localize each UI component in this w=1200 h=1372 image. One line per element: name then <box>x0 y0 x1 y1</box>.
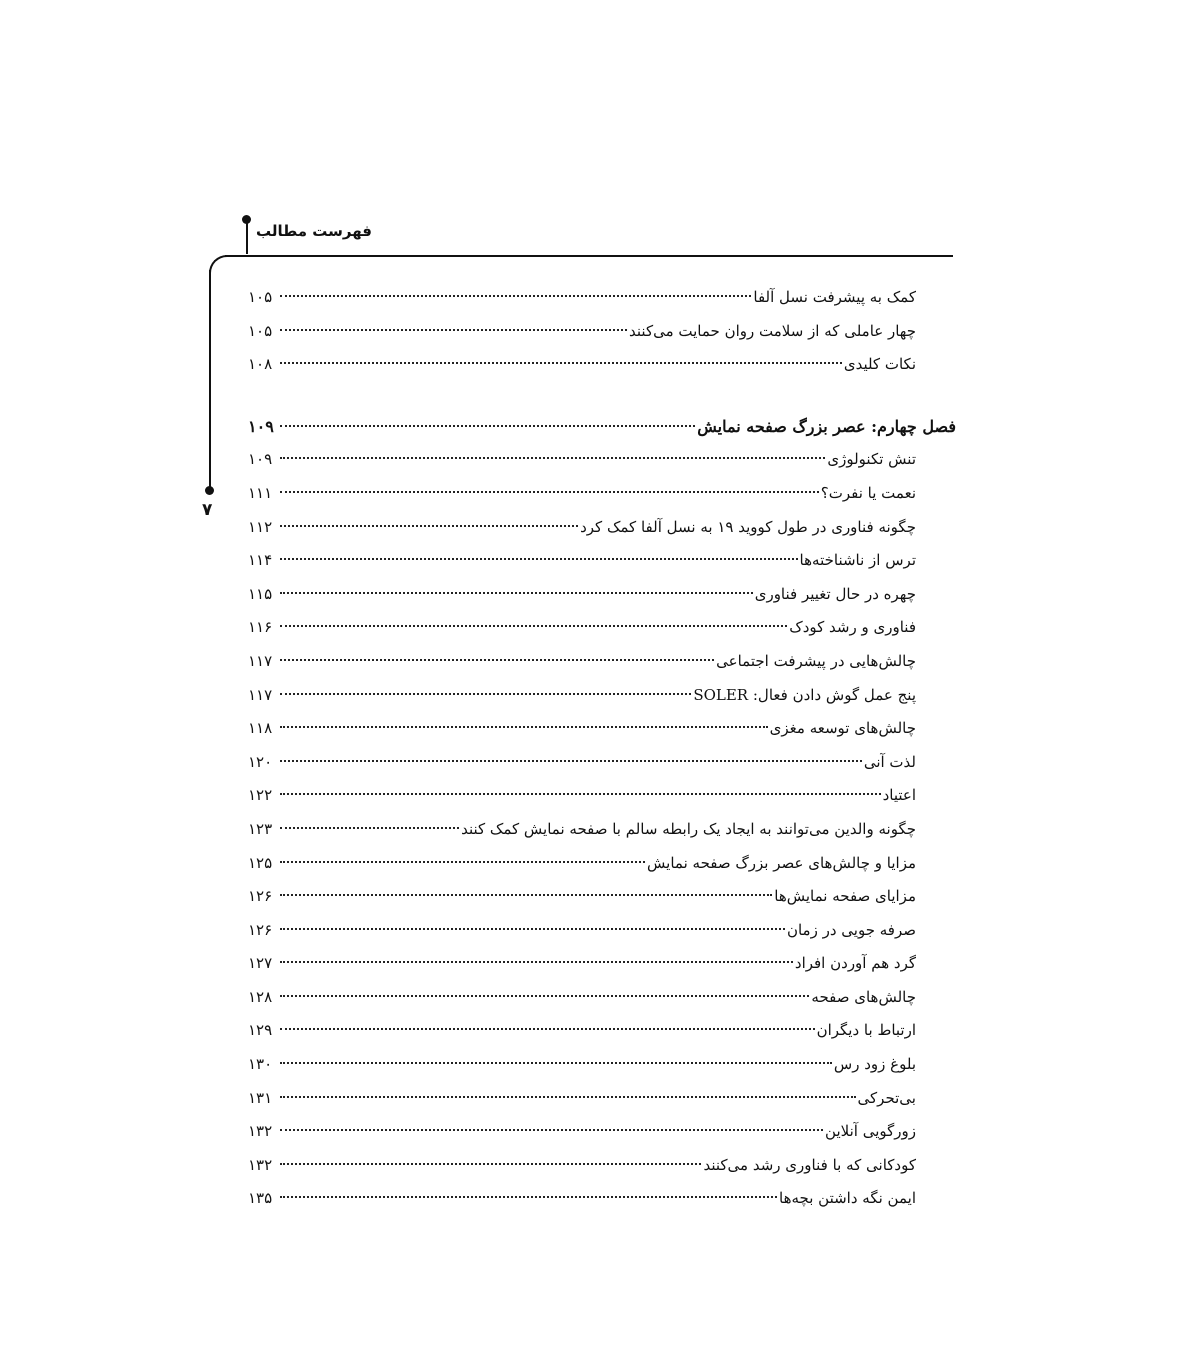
toc-entry-label: اعتیاد <box>882 786 916 805</box>
toc-entry-page: ۱۰۵ <box>248 288 273 306</box>
toc-leader-dots <box>280 457 825 459</box>
toc-entry[interactable] <box>248 847 916 881</box>
toc-leader-dots <box>280 1196 777 1198</box>
toc-entry[interactable] <box>248 544 916 578</box>
toc-chapter-entry[interactable] <box>248 410 956 444</box>
toc-leader-dots <box>280 295 751 297</box>
toc-entry[interactable] <box>248 1048 916 1082</box>
toc-entry[interactable] <box>248 611 916 645</box>
toc-entry-label: کودکانی که با فناوری رشد می‌کنند <box>703 1155 916 1174</box>
toc-entry[interactable] <box>248 1149 916 1183</box>
toc-entry-label: زورگویی آنلاین <box>825 1122 916 1141</box>
toc-entry[interactable] <box>248 779 916 813</box>
toc-entry-page: ۱۲۶ <box>248 887 273 906</box>
toc-leader-dots <box>280 425 695 427</box>
toc-entry[interactable] <box>248 1014 916 1048</box>
toc-entry-page: ۱۲۲ <box>248 786 273 805</box>
toc-entry-page: ۱۱۸ <box>248 719 273 738</box>
toc-entry-page: ۱۲۳ <box>248 819 273 838</box>
toc-entry-page: ۱۲۸ <box>248 987 273 1006</box>
toc-leader-dots <box>280 329 627 331</box>
toc-leader-dots <box>280 693 691 695</box>
header-stem-ornament <box>246 222 248 254</box>
toc-entry[interactable] <box>248 746 916 780</box>
toc-section-before <box>248 281 916 382</box>
toc-entry-label: کمک به پیشرفت نسل آلفا <box>753 288 916 306</box>
toc-leader-dots <box>280 659 714 661</box>
toc-leader-dots <box>280 362 842 364</box>
toc-entry-label: چالش‌های صفحه <box>811 987 916 1006</box>
toc-leader-dots <box>280 1129 823 1131</box>
toc-leader-dots <box>280 961 793 963</box>
toc-entry-label: ایمن نگه داشتن بچه‌ها <box>779 1189 916 1208</box>
toc-entry-label: فناوری و رشد کودک <box>789 618 916 637</box>
toc-entry-label: نعمت یا نفرت؟ <box>820 483 916 502</box>
toc-entry-page: ۱۳۱ <box>248 1088 273 1107</box>
toc-leader-dots <box>280 1062 832 1064</box>
toc-entry[interactable] <box>248 914 916 948</box>
toc-entry-label: صرفه جویی در زمان <box>786 920 916 939</box>
toc-section-after <box>248 443 916 1216</box>
toc-chapter-label: فصل چهارم: عصر بزرگ صفحه نمایش <box>697 416 956 436</box>
toc-entry[interactable] <box>248 443 916 477</box>
toc-leader-dots <box>280 995 809 997</box>
toc-leader-dots <box>280 1096 856 1098</box>
toc-entry-label: چهره در حال تغییر فناوری <box>754 584 916 603</box>
toc-entry-page: ۱۱۲ <box>248 517 273 536</box>
toc-entry-page: ۱۱۶ <box>248 618 273 637</box>
toc-entry-page: ۱۱۴ <box>248 551 273 570</box>
toc-entry-page: ۱۲۵ <box>248 853 273 872</box>
toc-leader-dots <box>280 592 753 594</box>
toc-leader-dots <box>280 491 819 493</box>
toc-entry-page: ۱۱۷ <box>248 685 273 704</box>
frame-corner <box>209 255 227 273</box>
toc-leader-dots <box>280 861 645 863</box>
toc-chapter-page: ۱۰۹ <box>248 416 274 436</box>
toc-leader-dots <box>280 894 772 896</box>
toc-entry-label: چگونه فناوری در طول کووید ۱۹ به نسل آلفا کمک کرد <box>580 517 916 536</box>
toc-entry-page: ۱۲۷ <box>248 954 273 973</box>
toc-entry-label: مزایای صفحه نمایش‌ها <box>774 887 916 906</box>
toc-entry-label: تنش تکنولوژی <box>827 450 916 469</box>
toc-entry-page: ۱۰۸ <box>248 355 273 374</box>
frame-left-rule <box>209 270 211 490</box>
table-of-contents <box>248 281 956 1216</box>
toc-leader-dots <box>280 827 459 829</box>
toc-entry-label: ارتباط با دیگران <box>816 1021 916 1040</box>
toc-entry-page: ۱۰۹ <box>248 450 273 469</box>
toc-entry-label: نکات کلیدی <box>843 355 916 374</box>
frame-top-rule <box>225 255 953 257</box>
toc-entry-page: ۱۲۶ <box>248 920 273 939</box>
toc-entry-page: ۱۱۷ <box>248 651 273 670</box>
toc-entry[interactable] <box>248 477 916 511</box>
toc-entry-page: ۱۳۰ <box>248 1055 273 1074</box>
toc-entry[interactable] <box>248 1082 916 1116</box>
toc-entry[interactable] <box>248 1182 916 1216</box>
toc-entry[interactable] <box>248 645 916 679</box>
toc-entry[interactable] <box>248 578 916 612</box>
toc-entry[interactable] <box>248 315 916 349</box>
toc-entry[interactable] <box>248 712 916 746</box>
page-title: فهرست مطالب <box>256 222 372 240</box>
toc-entry[interactable] <box>248 947 916 981</box>
toc-entry-label: لذت آنی <box>863 752 916 771</box>
toc-entry-label: چگونه والدین می‌توانند به ایجاد یک رابطه سالم با صفحه نمایش کمک کنند <box>461 819 916 838</box>
toc-entry-page: ۱۳۲ <box>248 1122 273 1141</box>
frame-dot-ornament <box>205 486 214 495</box>
toc-entry-label: بی‌تحرکی <box>857 1088 916 1107</box>
toc-entry-page: ۱۲۰ <box>248 752 273 771</box>
toc-entry-label: ترس از ناشناخته‌ها <box>799 551 916 570</box>
toc-leader-dots <box>280 525 578 527</box>
toc-entry-page: ۱۱۱ <box>248 483 273 502</box>
toc-leader-dots <box>280 558 798 560</box>
toc-entry-page: ۱۳۲ <box>248 1155 273 1174</box>
toc-entry[interactable] <box>248 511 916 545</box>
toc-entry-label: بلوغ زود رس <box>833 1055 916 1074</box>
toc-entry-label: چالش‌هایی در پیشرفت اجتماعی <box>716 651 916 670</box>
toc-entry-label: پنج عمل گوش دادن فعال: SOLER <box>693 685 916 704</box>
toc-entry[interactable] <box>248 348 916 382</box>
toc-entry[interactable] <box>248 880 916 914</box>
toc-leader-dots <box>280 726 768 728</box>
toc-leader-dots <box>280 1163 701 1165</box>
toc-entry-label: چهار عاملی که از سلامت روان حمایت می‌کنند <box>629 321 916 340</box>
toc-entry-label: مزایا و چالش‌های عصر بزرگ صفحه نمایش <box>647 853 916 872</box>
toc-leader-dots <box>280 928 785 930</box>
toc-leader-dots <box>280 760 862 762</box>
toc-entry[interactable] <box>248 813 916 847</box>
toc-gap <box>248 382 916 410</box>
toc-entry[interactable] <box>248 1115 916 1149</box>
toc-entry[interactable] <box>248 981 916 1015</box>
toc-entry[interactable] <box>248 281 916 315</box>
toc-entry-page: ۱۰۵ <box>248 321 273 340</box>
page-number: ۷ <box>202 500 213 520</box>
toc-entry[interactable] <box>248 679 916 713</box>
toc-entry-page: ۱۳۵ <box>248 1189 273 1208</box>
toc-entry-label: گرد هم آوردن افراد <box>794 954 916 973</box>
toc-entry-label: چالش‌های توسعه مغزی <box>769 719 916 738</box>
toc-leader-dots <box>280 793 881 795</box>
toc-leader-dots <box>280 1028 815 1030</box>
toc-entry-page: ۱۲۹ <box>248 1021 273 1040</box>
toc-leader-dots <box>280 625 787 627</box>
toc-entry-page: ۱۱۵ <box>248 584 273 603</box>
